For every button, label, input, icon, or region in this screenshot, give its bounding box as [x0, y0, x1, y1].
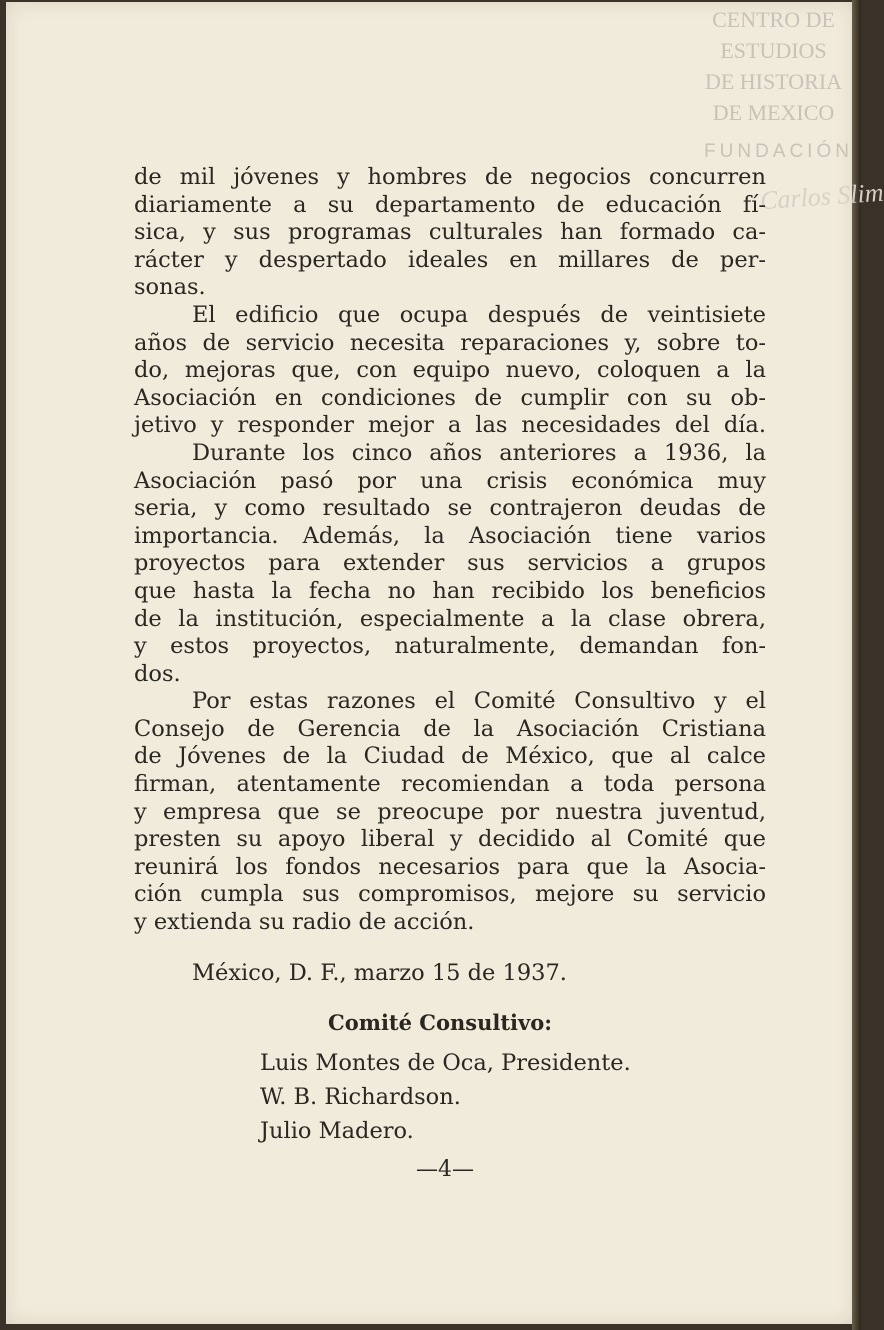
- paragraph-start-line: El edificio que ocupa después de veintisiete: [192, 301, 766, 328]
- watermark-line: ESTUDIOS: [720, 38, 827, 63]
- text-line: que hasta la fecha no han recibido los beneficios: [134, 577, 766, 604]
- page-number: —4—: [416, 1157, 474, 1182]
- text-line: y estos proyectos, naturalmente, demandan fon-: [134, 633, 766, 660]
- text-line: de la institución, especialmente a la clase obrera,: [134, 605, 766, 632]
- text-line: dos.: [134, 660, 181, 687]
- watermark-signature: Carlos Slim: [759, 177, 884, 216]
- text-line: y extienda su radio de acción.: [134, 909, 475, 936]
- text-line: Asociación en condiciones de cumplir con su ob-: [134, 384, 766, 411]
- text-line: presten su apoyo liberal y decidido al Comité que: [134, 826, 766, 853]
- paragraph-start-line: Por estas razones el Comité Consultivo y el: [192, 688, 766, 715]
- text-line: reunirá los fondos necesarios para que la Asocia-: [134, 853, 766, 880]
- text-line: sica, y sus programas culturales han formado ca-: [134, 219, 766, 246]
- text-line: rácter y despertado ideales en millares de per-: [134, 246, 766, 273]
- text-line: ción cumpla sus compromisos, mejore su servicio: [134, 881, 766, 908]
- text-line: importancia. Además, la Asociación tiene varios: [134, 522, 766, 549]
- committee-member: Julio Madero.: [260, 1118, 414, 1144]
- text-line: seria, y como resultado se contrajeron deudas de: [134, 495, 766, 522]
- watermark-line: DE HISTORIA: [704, 69, 843, 94]
- committee-members: [260, 1046, 631, 1148]
- committee-member: Luis Montes de Oca, Presidente.: [260, 1050, 631, 1076]
- paragraph-start-line: Durante los cinco años anteriores a 1936, la: [192, 439, 766, 466]
- text-line: jetivo y responder mejor a las necesidades del día.: [134, 412, 766, 439]
- text-line: diariamente a su departamento de educación fí-: [134, 191, 766, 218]
- text-line: Asociación pasó por una crisis económica muy: [134, 467, 766, 494]
- committee-member: W. B. Richardson.: [260, 1084, 461, 1110]
- text-line: Consejo de Gerencia de la Asociación Cristiana: [134, 715, 766, 742]
- text-line: de mil jóvenes y hombres de negocios concurren: [134, 164, 766, 190]
- committee-heading: Comité Consultivo:: [328, 1010, 552, 1035]
- text-line: proyectos para extender sus servicios a grupos: [134, 550, 766, 577]
- text-line: sonas.: [134, 274, 206, 301]
- text-line: firman, atentamente recomiendan a toda persona: [134, 771, 766, 798]
- watermark-line: CENTRO DE: [712, 7, 835, 32]
- document-date: México, D. F., marzo 15 de 1937.: [192, 960, 567, 986]
- archive-watermark: [686, 4, 861, 167]
- text-line: de Jóvenes de la Ciudad de México, que al calce: [134, 743, 766, 770]
- watermark-line: DE MEXICO: [712, 100, 835, 125]
- text-line: años de servicio necesita reparaciones y, sobre to-: [134, 329, 766, 356]
- watermark-foundation: FUNDACIÓN: [704, 141, 853, 162]
- text-line: y empresa que se preocupe por nuestra juventud,: [134, 798, 766, 825]
- text-line: do, mejoras que, con equipo nuevo, coloquen a la: [134, 357, 766, 384]
- body-text: [134, 164, 766, 937]
